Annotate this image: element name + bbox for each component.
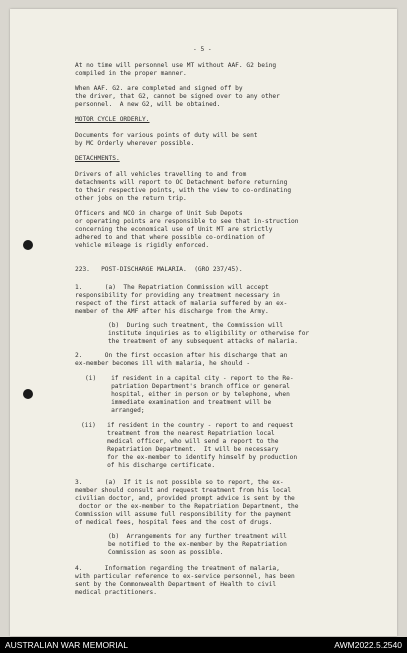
- paragraph-g2-forms: When AAF. G2. are completed and signed off by the driver, that G2, cannot be signed over to any other personnel. A new G2, will be obtained.: [75, 85, 280, 108]
- section-223-item-2: 2. On the first occasion after his discharge that an ex-member becomes ill with malaria, he should -: [75, 352, 288, 367]
- paragraph-mt-usage: At no time will personnel use MT without AAF. G2 being compiled in the proper manner.: [75, 62, 277, 77]
- section-223-item-1a: 1. (a) The Repatriation Commission will accept responsibility for providing any treatment necessary in respect of the first attack of malaria suffered by an ex- member of the AMF after his discharge from the Army.: [75, 284, 288, 315]
- footer-catalogue-number: AWM2022.5.2540: [334, 640, 402, 650]
- paragraph-detachments-drivers: Drivers of all vehicles travelling to and from detachments will report to OC Detachment before returning to their respective points, with the view to co-ordinating other jobs on the return trip.: [75, 171, 292, 202]
- section-223-item-1b: (b) During such treatment, the Commission will institute inquiries as to eligibility or otherwise for the treatment of any subsequent attacks of malaria.: [108, 322, 310, 345]
- section-223-item-3a: 3. (a) If it is not possible so to report, the ex- member should consult and request treatment from his local civilian doctor, and, provided prompt advice is sent by the doctor or the ex-member to the Repatriation Department, the Commission will assume full responsibility for the payment of medical fees, hospital fees and the cost of drugs.: [75, 479, 299, 526]
- punch-hole: [23, 240, 33, 250]
- section-223-item-2-ii: (ii) if resident in the country - report to and request treatment from the nearest Repatriation local medical officer, who will send a report to the Repatriation Department. It will be necessary for the ex-member to identify himself by production of his discharge certificate.: [81, 422, 298, 469]
- section-223-item-3b: (b) Arrangements for any further treatment will be notified to the ex-member by the Repatriation Commission as soon as possible.: [108, 533, 287, 556]
- document-page: [10, 9, 397, 636]
- section-223-item-4: 4. Information regarding the treatment of malaria, with particular reference to ex-service personnel, has been sent by the Commonwealth Department of Health to civil medical practitioners.: [75, 565, 295, 596]
- archive-footer: [0, 637, 407, 653]
- page-number: - 5 -: [193, 46, 212, 53]
- paragraph-detachments-officers: Officers and NCO in charge of Unit Sub Depots or operating points are responsible to see that in-struction concerning the economical use of Unit MT are strictly adhered to and that where possible co-ordination of vehicle mileage is rigidly enforced.: [75, 210, 299, 249]
- section-223-heading: 223. POST-DISCHARGE MALARIA. (GRO 237/45).: [75, 266, 243, 273]
- paragraph-mc-orderly: Documents for various points of duty will be sent by MC Orderly wherever possible.: [75, 132, 258, 147]
- footer-institution: AUSTRALIAN WAR MEMORIAL: [5, 640, 128, 650]
- heading-motor-cycle-orderly: MOTOR CYCLE ORDERLY.: [75, 116, 150, 123]
- section-223-item-2-i: (i) if resident in a capital city - report to the Re- patriation Department's branch office or general hospital, either in person or by telephone, when immediate examination and treatment will be arranged;: [85, 375, 294, 414]
- heading-detachments: DETACHMENTS.: [75, 155, 120, 162]
- punch-hole: [23, 389, 33, 399]
